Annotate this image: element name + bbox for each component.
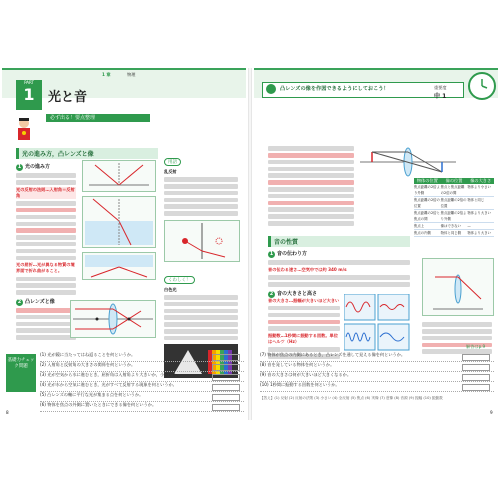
answer-box[interactable] <box>462 384 490 391</box>
item-2-heading: 2 凸レンズと像 <box>17 298 55 305</box>
table-row: 焦点上 像はできない — <box>414 223 494 230</box>
reflection-diagram <box>82 160 156 192</box>
section-heading-sound: 音の性質 <box>268 236 410 247</box>
amplitude-callout: 音の大きさ…振幅が大きいほど大きい <box>268 297 340 303</box>
diffuse-reflection-term: 乱反射 <box>164 169 177 174</box>
book-gutter <box>248 68 252 420</box>
header-title: 凸レンズの像を作図できるようにしておこう！ <box>280 86 389 92</box>
table-row: 焦点の内側 物体と同じ側 物体より大きい <box>414 230 494 237</box>
detail-tag: くわしく！ <box>164 276 195 284</box>
mirror-image-diagram <box>164 220 240 262</box>
question-list-right <box>260 352 494 392</box>
reflection-law-callout: 光の反射の法則…入射角＝反射角 <box>16 186 75 198</box>
table-row: 焦点距離の2倍と焦点の間 焦点距離の2倍より外側 物体より大きい <box>414 210 494 223</box>
sound-item-2-heading: 2 音の大きさと高さ <box>269 290 318 297</box>
question-row: (9) 音の大きさは何が大きいほど大きくなるか。 <box>260 372 494 382</box>
basic-check-label: 基礎力チェック問題 <box>6 354 36 392</box>
tuning-fork-diagram <box>422 258 494 316</box>
part-badge: PART 1 <box>16 80 42 110</box>
frequency-callout: 振動数…1秒間に振動する回数。単位はヘルツ（Hz） <box>268 333 338 345</box>
sidebar-column <box>164 148 240 378</box>
answer-box[interactable] <box>212 394 240 401</box>
right-page <box>254 68 498 420</box>
answer-box[interactable] <box>212 354 240 361</box>
clock-icon <box>468 72 496 100</box>
answer-box[interactable] <box>462 354 490 361</box>
sound-wave-diagrams <box>344 294 410 352</box>
page-number-right: 9 <box>490 410 493 415</box>
total-reflection-diagram <box>82 252 156 280</box>
answer-footnote: 【答え】(1) 反射 (2) 反射の法則 (3) 小さい (4) 全反射 (5) 焦点 (6) 実像 (7) 虚像 (8) 音源 (9) 振幅 (10) 振動数 <box>260 396 443 400</box>
item-1-text <box>16 173 76 260</box>
subject-label: 物理 <box>127 72 136 77</box>
answers-link[interactable]: 解答はp.9 <box>466 344 486 349</box>
sound-speed-callout: 音の伝わる速さ…空気中では約 340 m/s <box>268 267 347 273</box>
question-row: (5) 凸レンズの軸に平行な光が集まる点を何というか。 <box>40 392 244 402</box>
answer-box[interactable] <box>462 374 490 381</box>
answer-box[interactable] <box>212 364 240 371</box>
question-row: (4) 光が水から空気に進むとき，光がすべて反射する現象を何というか。 <box>40 382 244 392</box>
question-row: (3) 光が空気から水に進むとき，屈折角は入射角より大きいか，小さいか。 <box>40 372 244 382</box>
chapter-tag: 1 章 <box>102 72 111 77</box>
table-header: 物体の位置 像の位置 像の大きさ <box>414 178 494 184</box>
answer-box[interactable] <box>212 374 240 381</box>
sound-item-1-heading: 1 音の伝わり方 <box>269 251 308 257</box>
question-row: (2) 入射角と反射角の大きさの関係を何というか。 <box>40 362 244 372</box>
pencil-icon <box>266 84 276 94</box>
grade-label: 中 1 <box>434 93 447 100</box>
lens-text-block <box>268 144 354 228</box>
white-light-term: 白色光 <box>164 286 177 292</box>
page-number-left: 8 <box>6 410 9 415</box>
question-row: (8) 音を発している物体を何というか。 <box>260 362 494 372</box>
question-list-left <box>40 352 244 412</box>
refraction-callout: 光の屈折…光が異なる物質の境界面で折れ曲がること。 <box>16 262 75 274</box>
convex-lens-diagram <box>70 300 156 338</box>
right-sidebar-text <box>422 320 492 356</box>
glossary-tag: 用語 <box>164 158 181 166</box>
section-heading-light-lens: 光の進み方，凸レンズと像 <box>16 148 158 159</box>
lens-image-table <box>414 178 494 237</box>
importance-label: 重要度 <box>434 85 447 90</box>
question-row: (1) 光が鏡に当たってはね返ることを何というか。 <box>40 352 244 362</box>
answer-box[interactable] <box>212 384 240 391</box>
table-row: 焦点距離の2倍より外側 焦点と焦点距離の2倍の間 物体より小さい <box>414 184 494 197</box>
question-row: (10) 1秒間に振動する回数を何というか。 <box>260 382 494 392</box>
mascot-illustration <box>14 116 34 142</box>
item-1-heading: 1 光の進み方 <box>17 164 51 170</box>
key-points-banner: 必ず出る！要点整理 <box>46 114 150 122</box>
answer-box[interactable] <box>462 364 490 371</box>
question-row: (6) 物体を焦点の外側に置いたときにできる像を何というか。 <box>40 402 244 412</box>
answer-box[interactable] <box>212 404 240 411</box>
real-image-diagram <box>358 146 458 178</box>
page-title: 光と音 <box>48 90 88 105</box>
question-row: (7) 物体が焦点の内側にあるとき，凸レンズを通して見える像を何というか。 <box>260 352 494 362</box>
left-page <box>2 68 246 420</box>
refraction-diagram <box>82 196 156 248</box>
table-row: 焦点距離の2倍の位置 焦点距離の2倍の位置 物体と同じ <box>414 197 494 210</box>
